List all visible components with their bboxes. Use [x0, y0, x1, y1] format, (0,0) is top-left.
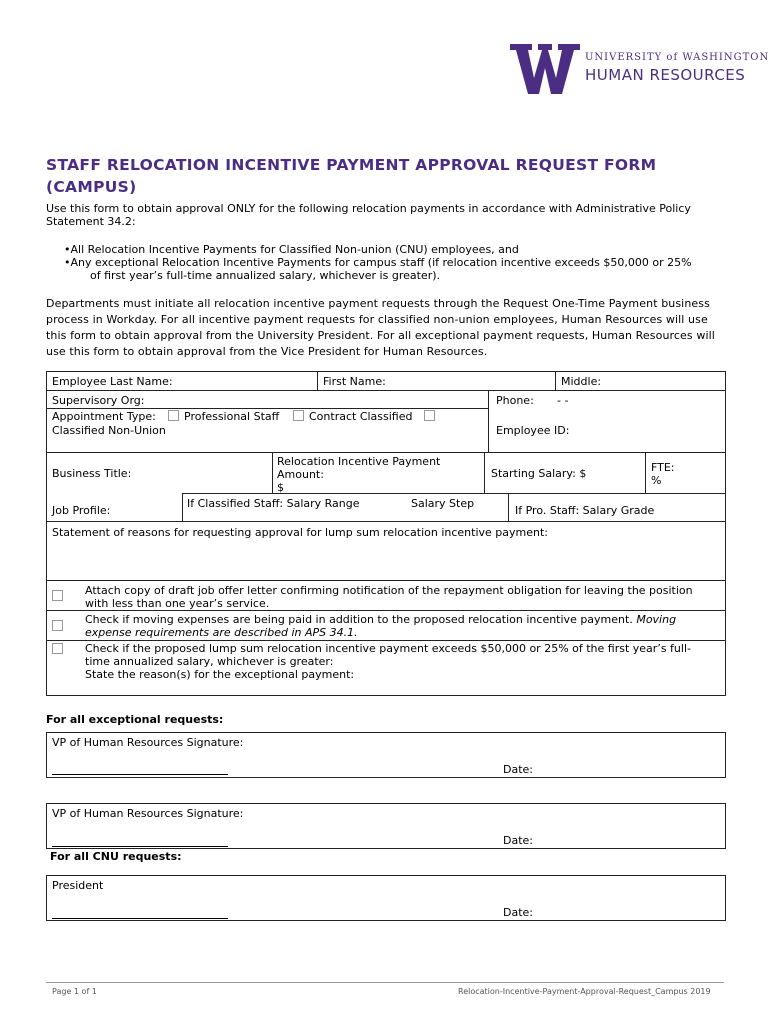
- fte-label: FTE:: [651, 461, 675, 474]
- check2-text: Check if moving expenses are being paid in addition to the proposed relocation incentive payment.: [85, 613, 633, 626]
- phone-separators: - -: [557, 394, 569, 407]
- contract-classified-label: Contract Classified: [309, 410, 413, 423]
- signature-box-3: [46, 875, 726, 921]
- professional-staff-label: Professional Staff: [184, 410, 280, 423]
- department-name: HUMAN RESOURCES: [585, 66, 746, 84]
- divider: [46, 452, 726, 453]
- bullet-2: Any exceptional Relocation Incentive Payments for campus staff (if relocation incentive exceeds $50,000 or 25%: [70, 256, 692, 269]
- salary-range-field[interactable]: If Classified Staff: Salary Range: [187, 497, 360, 510]
- intro-text: [46, 202, 726, 228]
- divider: [46, 640, 726, 641]
- classified-nonunion-label: Classified Non-Union: [52, 424, 166, 437]
- intro-line-2: Statement 34.2:: [46, 215, 136, 228]
- phone-field[interactable]: Phone:: [496, 394, 534, 407]
- first-name-field[interactable]: First Name:: [323, 375, 386, 388]
- contract-classified-checkbox[interactable]: [293, 410, 304, 421]
- starting-salary-field[interactable]: Starting Salary: $: [491, 467, 587, 480]
- divider: [46, 408, 488, 409]
- attach-offer-letter-checkbox[interactable]: [52, 590, 63, 601]
- sig1-line[interactable]: [52, 774, 228, 775]
- sig2-label: VP of Human Resources Signature:: [52, 807, 244, 820]
- check2-line-2: expense requirements are described in APS 34.1.: [85, 626, 358, 639]
- exceptional-payment-checkbox[interactable]: [52, 643, 63, 654]
- sig1-label: VP of Human Resources Signature:: [52, 736, 244, 749]
- footer-document-id: Relocation-Incentive-Payment-Approval-Request_Campus 2019: [458, 987, 711, 996]
- footer-page-number: Page 1 of 1: [52, 987, 97, 996]
- university-name: UNIVERSITY of WASHINGTON: [585, 52, 770, 63]
- job-profile-field[interactable]: Job Profile:: [52, 504, 111, 517]
- divider: [46, 610, 726, 611]
- appointment-type-label: Appointment Type:: [52, 410, 156, 423]
- rip-amount-field[interactable]: $: [277, 481, 284, 494]
- para-line: Departments must initiate all relocation incentive payment requests through the Request One-Time Payment business: [46, 297, 710, 310]
- check3-line-2: time annualized salary, whichever is greater:: [85, 655, 334, 668]
- sig3-date[interactable]: Date:: [503, 906, 533, 919]
- salary-step-field[interactable]: Salary Step: [411, 497, 475, 510]
- divider: [555, 371, 556, 390]
- title-line-2: (CAMPUS): [46, 178, 137, 196]
- divider: [182, 493, 726, 494]
- bullet-1: All Relocation Incentive Payments for Classified Non-union (CNU) employees, and: [70, 243, 519, 256]
- rip-amount-label-2: Amount:: [277, 468, 324, 481]
- exceptional-heading: For all exceptional requests:: [46, 713, 224, 726]
- divider: [46, 390, 726, 391]
- divider: [46, 521, 726, 522]
- check2-italic: Moving: [636, 613, 677, 626]
- page-title: [46, 154, 726, 198]
- para-line: process in Workday. For all incentive payment requests for classified non-union employees, Human Resources will use: [46, 313, 708, 326]
- bullet-item: •All Relocation Incentive Payments for Classified Non-union (CNU) employees, and: [64, 243, 519, 256]
- divider: [317, 371, 318, 390]
- sig2-line[interactable]: [52, 846, 228, 847]
- divider: [182, 493, 183, 521]
- bullet-2-continued: of first year’s full-time annualized salary, whichever is greater).: [90, 269, 441, 282]
- footer-divider: [46, 982, 724, 983]
- intro-line-1: Use this form to obtain approval ONLY for the following relocation payments in accordance with Administrative Policy: [46, 202, 691, 215]
- para-line: this form to obtain approval from the University President. For all exceptional payment requests, Human Resources will: [46, 329, 715, 342]
- check1-line-1: Attach copy of draft job offer letter confirming notification of the repayment obligation for leaving the position: [85, 584, 693, 597]
- uw-logo: [510, 44, 580, 94]
- middle-name-field[interactable]: Middle:: [561, 375, 602, 388]
- check1-line-2: with less than one year’s service.: [85, 597, 270, 610]
- salary-grade-field[interactable]: If Pro. Staff: Salary Grade: [515, 504, 655, 517]
- divider: [46, 580, 726, 581]
- sig2-date[interactable]: Date:: [503, 834, 533, 847]
- employee-id-field[interactable]: Employee ID:: [496, 424, 570, 437]
- instructions-paragraph: [46, 296, 730, 360]
- sig3-label: President: [52, 879, 104, 892]
- classified-nonunion-checkbox[interactable]: [424, 410, 435, 421]
- bullet-list: [64, 243, 724, 282]
- bullet-item: •Any exceptional Relocation Incentive Payments for campus staff (if relocation incentive exceeds $50,000 or 25%: [64, 256, 692, 269]
- supervisory-org-field[interactable]: Supervisory Org:: [52, 394, 145, 407]
- last-name-field[interactable]: Employee Last Name:: [52, 375, 173, 388]
- divider: [484, 452, 485, 493]
- para-line: use this form to obtain approval from the Vice President for Human Resources.: [46, 345, 488, 358]
- divider: [508, 493, 509, 521]
- check3-line-1: Check if the proposed lump sum relocation incentive payment exceeds $50,000 or 25% of the first year’s full-: [85, 642, 691, 655]
- statement-of-reasons-field[interactable]: Statement of reasons for requesting approval for lump sum relocation incentive payment:: [52, 526, 549, 539]
- sig3-line[interactable]: [52, 918, 228, 919]
- divider: [488, 390, 489, 453]
- divider: [272, 452, 273, 493]
- check2-line-1: [85, 613, 676, 626]
- rip-amount-label-1: Relocation Incentive Payment: [277, 455, 441, 468]
- title-line-1: STAFF RELOCATION INCENTIVE PAYMENT APPROVAL REQUEST FORM: [46, 156, 657, 174]
- divider: [645, 452, 646, 493]
- moving-expenses-checkbox[interactable]: [52, 620, 63, 631]
- professional-staff-checkbox[interactable]: [168, 410, 179, 421]
- check3-line-3: State the reason(s) for the exceptional payment:: [85, 668, 355, 681]
- fte-field[interactable]: %: [651, 474, 662, 487]
- business-title-field[interactable]: Business Title:: [52, 467, 132, 480]
- cnu-heading: For all CNU requests:: [50, 850, 182, 863]
- sig1-date[interactable]: Date:: [503, 763, 533, 776]
